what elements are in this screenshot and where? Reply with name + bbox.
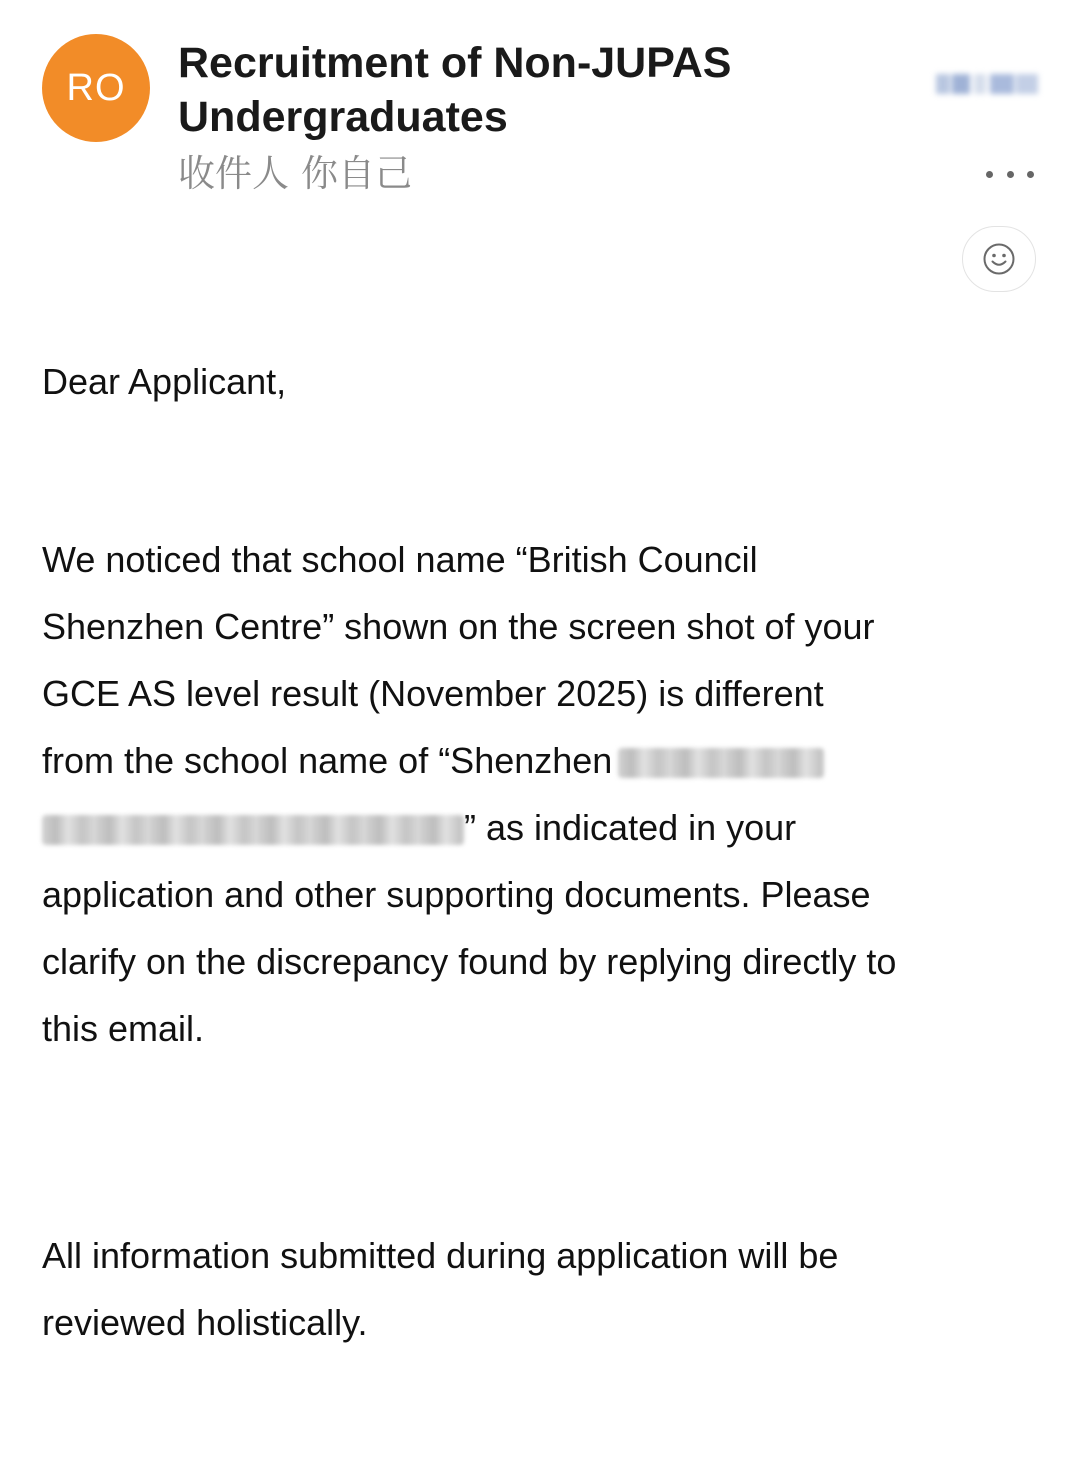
sender-avatar[interactable]: RO	[42, 34, 150, 142]
recipient-value: 你自己	[301, 152, 412, 195]
recipient-line[interactable]	[178, 150, 412, 198]
more-horizontal-icon[interactable]	[986, 160, 1034, 188]
emoji-reaction-button[interactable]	[962, 226, 1036, 292]
paragraph-line: Shenzhen Centre” shown on the screen shot of your	[42, 606, 875, 647]
paragraph-line	[42, 794, 1042, 861]
email-paragraph-1	[42, 526, 1042, 1062]
paragraph-line: this email.	[42, 1008, 205, 1049]
redacted-school-name-part-1	[618, 748, 824, 778]
redacted-date	[934, 64, 1040, 106]
paragraph-line	[42, 727, 1042, 794]
email-header	[0, 0, 1080, 320]
email-subject: Recruitment of Non-JUPAS Undergraduates	[178, 39, 732, 141]
email-paragraph-2	[42, 1222, 1042, 1356]
recipient-label: 收件人	[178, 152, 289, 195]
paragraph-line: clarify on the discrepancy found by replying directly to	[42, 941, 897, 982]
paragraph-line: application and other supporting documents. Please	[42, 874, 871, 915]
email-greeting: Dear Applicant,	[42, 361, 287, 402]
paragraph-line: We noticed that school name “British Council	[42, 539, 758, 580]
paragraph-text: from the school name of “Shenzhen	[42, 740, 613, 781]
paragraph-line: reviewed holistically.	[42, 1302, 368, 1343]
redacted-school-name-part-2	[42, 815, 464, 845]
smiley-face-icon	[982, 242, 1016, 276]
paragraph-line: GCE AS level result (November 2025) is different	[42, 673, 824, 714]
paragraph-text: ” as indicated in your	[464, 807, 797, 848]
paragraph-line: All information submitted during application will be	[42, 1235, 839, 1276]
